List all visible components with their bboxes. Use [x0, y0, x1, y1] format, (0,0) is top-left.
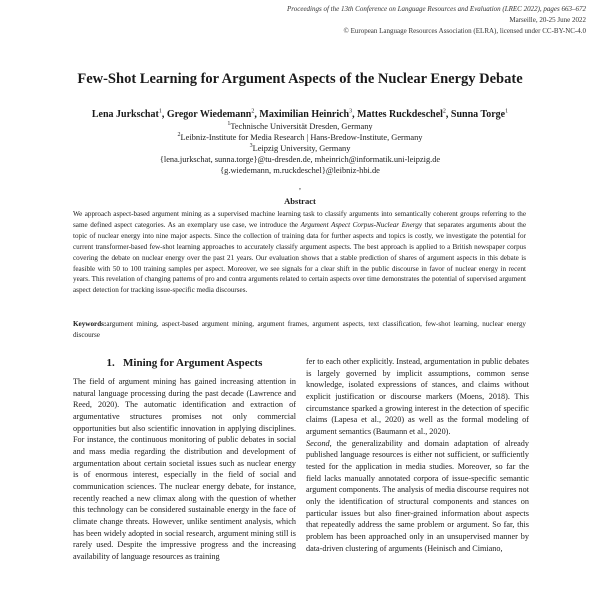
author-sup: 1 [505, 108, 509, 115]
affiliation [20, 121, 580, 132]
paper-title: Few-Shot Learning for Argument Aspects of the Nuclear Energy Debate [77, 71, 523, 87]
emphasis: Second [306, 438, 330, 448]
affiliation-sup: 2 [177, 132, 181, 139]
author-sup: 2 [442, 108, 446, 115]
separator-dot: , [299, 182, 301, 191]
email-line: {g.wiedemann, m.ruckdeschel}@leibniz-hbi.de [220, 166, 380, 175]
keywords-label: Keywords: [73, 320, 107, 328]
affiliation-text: Leibniz-Institute for Media Research | Hans-Bredow-Institute, Germany [180, 133, 423, 142]
author-sup: 1 [158, 108, 162, 115]
body-text: , the generalizability and domain adaptation of already published language resources is either not sufficient, or sufficiently tested for the application in media studies. Moreover, so far the field lacks manually annotated corpora of issue-specific semantic argument components. The analysis of media discourse requires not only the identification of structural components and stances on particular issues but also finer-grained information about aspects that repeatedly address the same problem or argument. So far, this problem has been approached only in an unsupervised manner by data-driven clustering of arguments (Heinisch and Cimiano, [306, 438, 529, 553]
body-paragraph [306, 438, 529, 555]
affiliation-sup: 1 [227, 121, 231, 128]
keywords [73, 319, 526, 341]
section-title: Mining for Argument Aspects [123, 357, 263, 369]
affiliation [20, 132, 580, 143]
abstract-heading: Abstract [284, 196, 316, 206]
section-number: 1. [106, 357, 115, 369]
affiliation-text: Technische Universität Dresden, Germany [230, 122, 373, 131]
abstract-text [73, 209, 526, 296]
affiliation [20, 143, 580, 154]
abstract-part: We approach aspect-based argument mining as a supervised machine learning task to classify arguments into semantically coherent groups referring to the same defined aspect categories. As an exemplary use case, we introduce the [73, 210, 526, 229]
author-sup: 3 [349, 108, 353, 115]
right-column [306, 356, 529, 600]
proceedings-header [166, 4, 586, 37]
keywords-text: argument mining, aspect-based argument mining, argument frames, argument aspects, text classification, few-shot learning, nuclear energy discourse [73, 320, 526, 339]
author: Sunna Torge [450, 109, 506, 120]
author: Gregor Wiedemann [166, 109, 252, 120]
author-list: Lena Jurkschat$^1$, Gregor Wiedemann$^2$, Maximilian Heinrich$^3$, Mattes Ruckdeschel$^2$, Sunna Torge$^1$ [91, 108, 509, 120]
corpus-name: Argument Aspect Corpus-Nuclear Energy [300, 220, 422, 229]
body-paragraph: fer to each other explicitly. Instead, argumentation in public debates is largely governed by implicit assumptions, common sense knowledge, isolated expressions of stances, and claims without explicit justification or discourse markers (Moens, 2018). This circumstance sparked a growing interest in the detection of specific claims (Lapesa et al., 2020) as well as the formal modeling of argument semantics (Baumann et al., 2020). [306, 357, 529, 436]
header-line-1: Proceedings of the 13th Conference on Language Resources and Evaluation (LREC 2022), pages 663–672 [286, 5, 586, 13]
author: Maximilian Heinrich [259, 109, 350, 120]
affiliation-text: Leipzig University, Germany [252, 144, 351, 153]
email-line: {lena.jurkschat, sunna.torge}@tu-dresden.de, mheinrich@informatik.uni-leipzig.de [159, 155, 441, 164]
author-sup: 2 [251, 108, 255, 115]
section-heading [73, 356, 296, 370]
author: Lena Jurkschat [91, 109, 159, 120]
left-column [73, 356, 296, 600]
author: Mattes Ruckdeschel [357, 109, 443, 120]
header-line-3: © European Language Resources Association (ELRA), licensed under CC-BY-NC-4.0 [343, 27, 586, 35]
abstract-part: that separates arguments about the topic of nuclear energy into nine major aspects. Since the collection of training data for further aspects and topics is costly, we investigate the potential for current transformer-based few-shot learning approaches to accurately classify argument aspects. The best approach is applied to a British newspaper corpus covering the debate on nuclear energy over the past 21 years. Our evaluation shows that a stable prediction of shares of argument aspects in this debate is feasible with 50 to 100 training samples per aspect. Moreover, we see signals for a clear shift in the public discourse in favor of nuclear energy in recent years. This revelation of changing patterns of pro and contra arguments related to certain aspects over time demonstrates the potential of supervised argument aspect detection for tracking issue-specific media discourses. [73, 220, 526, 295]
affiliations [20, 121, 580, 176]
affiliation-sup: 3 [249, 143, 253, 150]
header-line-2: Marseille, 20-25 June 2022 [509, 16, 586, 24]
body-paragraph: The field of argument mining has gained increasing attention in natural language processing during the past decade (Lawrence and Reed, 2020). The automatic identification and extraction of argumentative structures promises not only commercial opportunities but also scientific innovation in applying disciplines. For instance, the continuous monitoring of public debates in social and mass media regarding the distribution and development of argumentation about certain societal issues such as nuclear energy is of enormous interest, especially in the field of social and communication sciences. The nuclear energy debate, for instance, recently reached a new climax along with the question of whether this technology can be considered sustainable energy in the face of climate change threats. However, unlike sentiment analysis, which has been widely adopted in social research, argument mining still is rarely used. Despite the impressive progress and the increasing availability of language resources as training [73, 377, 296, 561]
